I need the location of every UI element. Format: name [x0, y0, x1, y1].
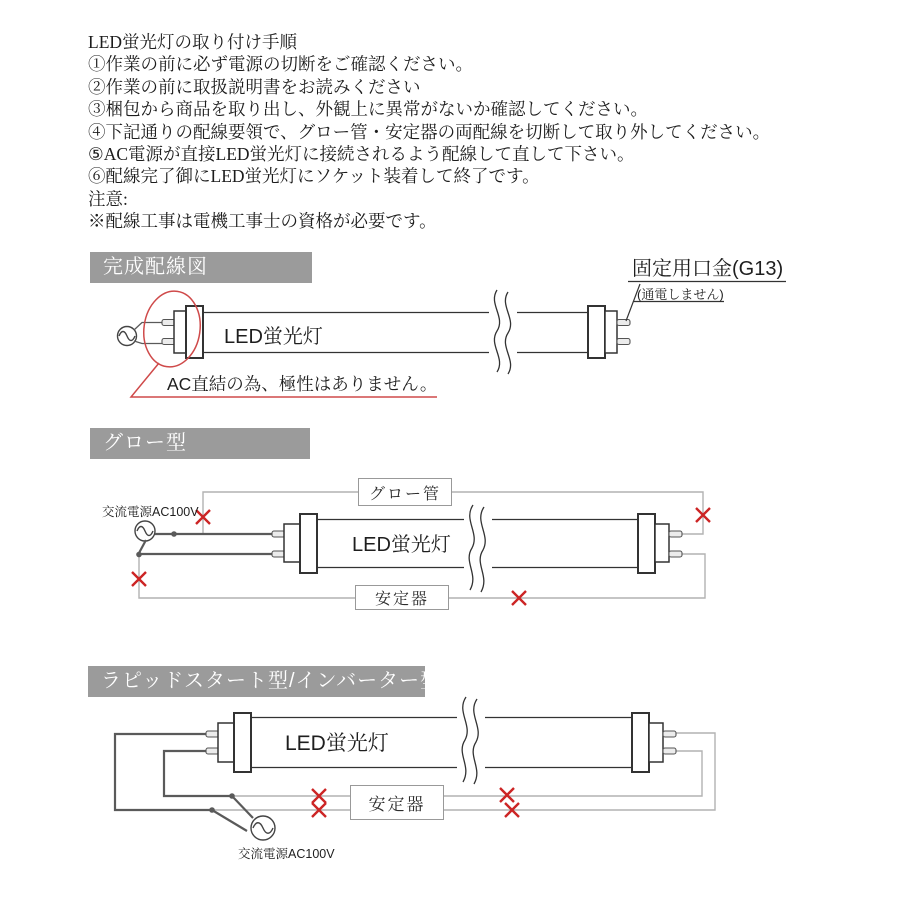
- instruction-step-3: ③梱包から商品を取り出し、外観上に異常がないか確認してください。: [88, 99, 648, 120]
- led-tube-label: LED蛍光灯: [352, 534, 451, 556]
- instruction-step-4: ④下記通りの配線要領で、グロー管・安定器の両配線を切断して取り外してください。: [88, 121, 771, 142]
- instruction-step-1: ①作業の前に必ず電源の切断をご確認ください。: [88, 54, 473, 75]
- tube-break-icon: [469, 505, 485, 592]
- ac-source-icon: [135, 521, 155, 541]
- instruction-step-6: ⑥配線完了御にLED蛍光灯にソケット装着して終了です。: [88, 166, 540, 187]
- section-header-rapid-type: ラピッドスタート型/インバーター型: [88, 666, 425, 697]
- led-tube: [272, 505, 682, 592]
- g13-cap-sublabel: (通電しません): [637, 287, 724, 302]
- ac-power-label: 交流電源AC100V: [238, 847, 335, 861]
- section-header-glow-type: グロー型: [90, 428, 310, 459]
- ac-power-label: 交流電源AC100V: [102, 505, 199, 519]
- junction-dot: [136, 552, 142, 558]
- junction-dot: [209, 807, 215, 813]
- section-header-completed-wiring: 完成配線図: [90, 252, 312, 283]
- ballast-box: 安定器: [355, 585, 449, 610]
- junction-dot: [229, 793, 235, 799]
- caution-label: 注意:: [88, 188, 128, 209]
- polarity-annotation: AC直結の為、極性はありません。: [167, 374, 438, 394]
- ballast-box: 安定器: [350, 785, 444, 820]
- tube-break-icon: [494, 290, 510, 374]
- instruction-step-5: ⑤AC電源が直接LED蛍光灯に接続されるよう配線して直して下さい。: [88, 144, 635, 165]
- ac-source-icon: [251, 816, 275, 840]
- led-tube: [206, 697, 676, 784]
- instructions-title: LED蛍光灯の取り付け手順: [88, 32, 298, 52]
- switch-arm: [212, 810, 247, 831]
- g13-cap-label: 固定用口金(G13): [632, 258, 784, 280]
- instructions-block: [88, 31, 770, 233]
- caution-note: ※配線工事は電機工事士の資格が必要です。: [88, 211, 437, 232]
- tube-break-icon: [462, 697, 478, 784]
- switch-arm: [232, 796, 253, 818]
- ac-source-icon: [118, 327, 137, 346]
- glow-tube-box: グロー管: [358, 478, 452, 506]
- instruction-step-2: ②作業の前に取扱説明書をお読みください: [88, 76, 421, 97]
- junction-dot: [171, 531, 177, 537]
- led-tube-label: LED蛍光灯: [285, 732, 389, 755]
- glow-tube-circuit-wire: [203, 492, 703, 534]
- led-tube-label: LED蛍光灯: [224, 326, 323, 348]
